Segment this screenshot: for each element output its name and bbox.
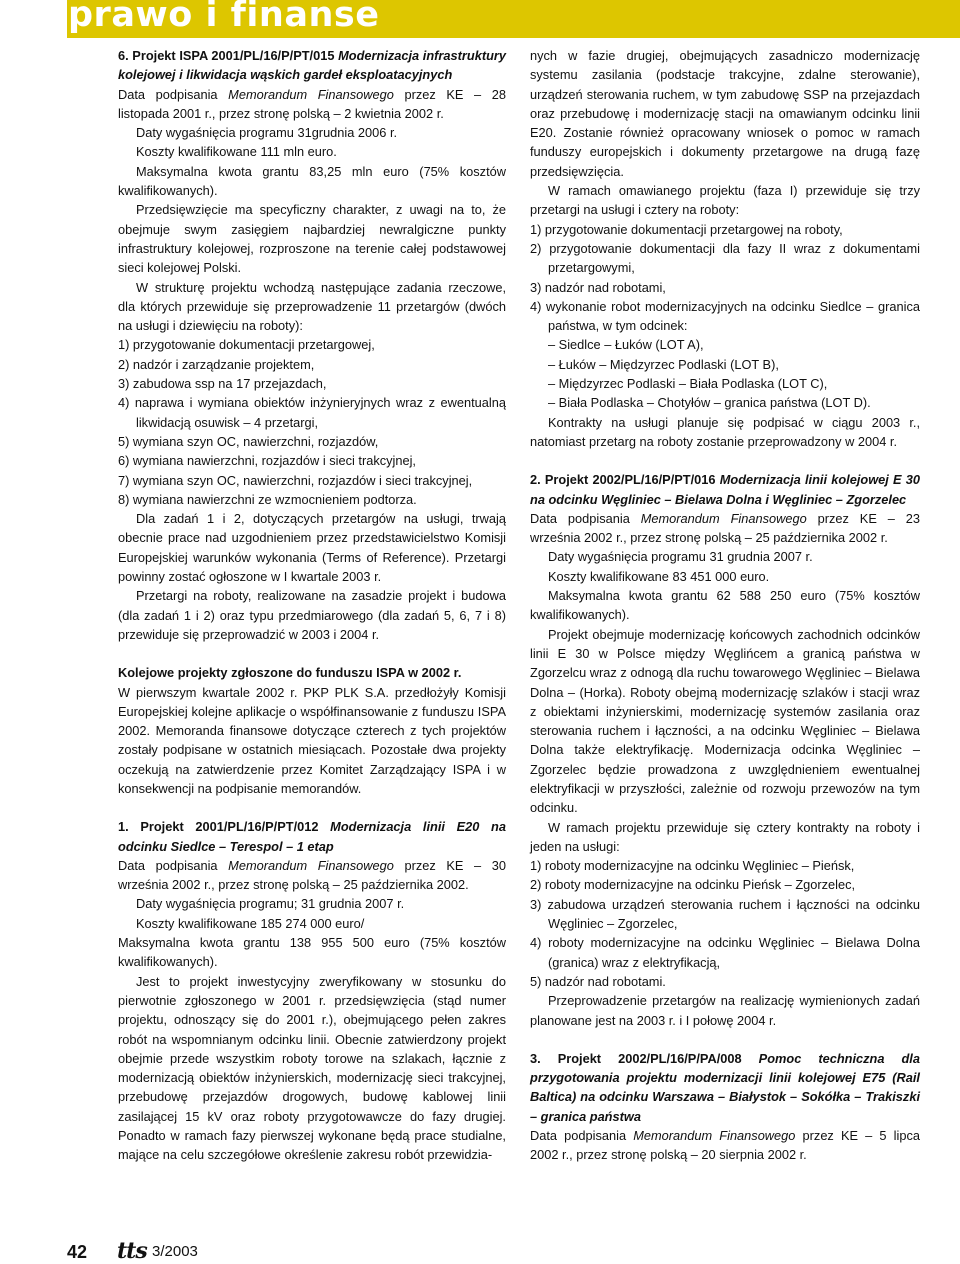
list-item: 4) wykonanie robot modernizacyjnych na odcinku Siedlce – granica państwa, w tym odcinek: bbox=[530, 298, 920, 334]
list-item: 3) zabudowa urządzeń sterowania ruchem i łączności na odcinku Węgliniec – Zgorzelec, bbox=[530, 896, 920, 932]
spacer bbox=[118, 644, 506, 663]
list-subitem: – Międzyrzec Podlaski – Biała Podlaska (LOT C), bbox=[548, 376, 828, 392]
spacer bbox=[118, 798, 506, 817]
list-subitem: – Siedlce – Łuków (LOT A), bbox=[548, 337, 704, 353]
paragraph: Koszty kwalifikowane 185 274 000 euro/ bbox=[136, 915, 365, 931]
magazine-logo: tts bbox=[117, 1238, 147, 1264]
paragraph: Projekt obejmuje modernizację końcowych zachodnich odcinków linii E 30 w Polsce między Węglińcem a granicą państwa w Zgorzelcu wraz z odnogą dla ruchu towarowego Węgliniec – Bielawa Dolna – (Horka). Roboty obejmą modernizację szlaków i stacji wraz z obiektami inżynierskimi, modernizację systemów zasilania oraz sterowania ruchem i łączności, a na odcinku Węgliniec – Bielawa Dolna także elektryfikację. Modernizacja odcinka Węgliniec – Zgorzelec będzie prowadzona z uwzględnieniem ewentualnej elektryfikacji w przyszłości, zależnie od rozwoju przewozów na tym odcinku. bbox=[530, 626, 920, 816]
paragraph: nych w fazie drugiej, obejmujących zasadniczo modernizację systemu zasilania (podstacje trakcyjne, zdalne sterowanie), urządzeń sterowania ruchem, w tym zabudowę SSP na przejazdach oraz przebudowę i modernizację stacji na omawianym odcinku linii E20. Zostanie również opracowany wniosek o pomoc w ramach funduszy europejskich i dokumenty przetargowe na drugą fazę przedsięwzięcia. bbox=[530, 48, 920, 179]
heading: 2. Projekt 2002/PL/16/P/PT/016 Modernizacja linii kolejowej E 30 na odcinku Węgliniec – Bielawa Dolna i Węgliniec – Zgorzelec bbox=[530, 472, 921, 507]
paragraph: Przedsięwzięcie ma specyficzny charakter, z uwagi na to, że obejmuje swym zasięgiem najbardziej newralgiczne punkty infrastruktury kolejowej, rozproszone na terenie całej podstawowej sieci kolejowej Polski. bbox=[118, 202, 506, 276]
paragraph: W strukturę projektu wchodzą następujące zadania rzeczowe, dla których przewiduje się przeprowadzenie 11 przetargów (dwóch na usługi i dziewięciu na roboty): bbox=[118, 279, 506, 334]
heading: 1. Projekt 2001/PL/16/P/PT/012 Modernizacja linii E20 na odcinku Siedlce – Terespol – 1 etap bbox=[118, 819, 506, 854]
paragraph: Przeprowadzenie przetargów na realizację wymienionych zadań planowane jest na 2003 r. i I połowę 2004 r. bbox=[530, 993, 920, 1028]
paragraph: Maksymalna kwota grantu 62 588 250 euro (75% kosztów kwalifikowanych). bbox=[530, 588, 920, 623]
spacer bbox=[530, 1030, 920, 1049]
paragraph: Daty wygaśnięcia programu; 31 grudnia 2007 r. bbox=[136, 896, 405, 912]
paragraph: Jest to projekt inwestycyjny zweryfikowany w stosunku do pierwotnie zgłoszonego w 2001 r. przedsięwzięcia (stąd numer projektu, odnoszący się do 2001 r.), obejmującego pełen zakres robót na wspomnianym odcinku linii. Obecnie zatwierdzony projekt obejmie przede wszystkim roboty torowe na szlakach, łącznie z modernizacją obiektów inżynierskich, modernizację sieci trakcyjnej, przebudowę przejazdów drogowych, budowę kablowej linii zasilającej 15 kV oraz roboty przygotowawcze do fazy drugiej. Ponadto w ramach fazy pierwszej wykonane będą prace studialne, mające na celu szczegółowe określenie zakresu robót przewidzia- bbox=[118, 973, 506, 1163]
list-item: 4) naprawa i wymiana obiektów inżynieryjnych wraz z ewentualną likwidacją osuwisk – 4 przetargi, bbox=[118, 395, 506, 430]
paragraph: Dla zadań 1 i 2, dotyczących przetargów na usługi, trwają obecnie prace nad uzgodnieniem przez przedstawicielstwo Komisji Europejskiej warunków wykonania (Terms of Reference). Przetargi powinny zostać ogłoszone w I kwartale 2003 r. bbox=[118, 511, 506, 585]
list-subitem: – Łuków – Międzyrzec Podlaski (LOT B), bbox=[548, 356, 779, 372]
issue-number: 3/2003 bbox=[152, 1243, 198, 1260]
list-item: 8) wymiana nawierzchni ze wzmocnieniem podtorza. bbox=[118, 491, 417, 507]
list-item: 4) roboty modernizacyjne na odcinku Węgliniec – Bielawa Dolna (granica) wraz z elektryfikacją, bbox=[530, 935, 920, 970]
right-column bbox=[530, 46, 920, 1165]
paragraph: Maksymalna kwota grantu 138 955 500 euro (75% kosztów kwalifikowanych). bbox=[118, 935, 506, 970]
spacer bbox=[530, 451, 920, 470]
paragraph: Data podpisania Memorandum Finansowego przez KE – 5 lipca 2002 r., przez stronę polską – 20 sierpnia 2002 r. bbox=[530, 1128, 920, 1163]
list-item: 6) wymiana nawierzchni, rozjazdów i sieci trakcyjnej, bbox=[118, 453, 416, 469]
list-item: 1) przygotowanie dokumentacji przetargowej na roboty, bbox=[530, 221, 843, 237]
paragraph: Kontrakty na usługi planuje się podpisać w ciągu 2003 r., natomiast przetarg na roboty zostanie przeprowadzony w 2004 r. bbox=[530, 414, 920, 449]
list-item: 7) wymiana szyn OC, nawierzchni, rozjazdów i sieci trakcyjnej, bbox=[118, 472, 473, 488]
page-number: 42 bbox=[67, 1242, 88, 1262]
list-item: 5) wymiana szyn OC, nawierzchni, rozjazdów, bbox=[118, 433, 379, 449]
left-column bbox=[118, 46, 506, 1165]
paragraph: Maksymalna kwota grantu 83,25 mln euro (75% kosztów kwalifikowanych). bbox=[118, 163, 506, 199]
list-item: 1) przygotowanie dokumentacji przetargowej, bbox=[118, 337, 375, 353]
list-subitem: – Biała Podlaska – Chotyłów – granica państwa (LOT D). bbox=[548, 395, 871, 411]
list-item: 5) nadzór nad robotami. bbox=[530, 973, 666, 989]
paragraph: Daty wygaśnięcia programu 31grudnia 2006 r. bbox=[136, 125, 398, 141]
paragraph: Koszty kwalifikowane 83 451 000 euro. bbox=[548, 568, 770, 584]
paragraph: Data podpisania Memorandum Finansowego przez KE – 23 września 2002 r., przez stronę polską – 25 października 2002 r. bbox=[530, 510, 921, 546]
section-title: prawo i finanse bbox=[68, 0, 380, 35]
list-item: 1) roboty modernizacyjne na odcinku Węgliniec – Pieńsk, bbox=[530, 858, 855, 874]
paragraph: Przetargi na roboty, realizowane na zasadzie projekt i budowa (dla zadań 1 i 2) oraz typu przedmiarowego (dla zadań 5, 6, 7 i 8) przewiduje się przeprowadzić w 2003 i 2004 r. bbox=[118, 588, 506, 642]
paragraph: W pierwszym kwartale 2002 r. PKP PLK S.A. przedłożyły Komisji Europejskiej kolejne aplikacje o współfinansowanie z funduszu ISPA 2002. Memoranda finansowe dotyczące czterech z tych projektów zostały podpisane w ostatnich miesiącach. Pozostałe dwa projekty oczekują na zatwierdzenie przez Komitet Zarządzający ISPA i w konsekwencji na podpisanie memorandów. bbox=[118, 684, 506, 796]
paragraph: Data podpisania Memorandum Finansowego przez KE – 30 września 2002 r., przez stronę polską – 25 października 2002. bbox=[118, 857, 507, 893]
list-item: 2) przygotowanie dokumentacji dla fazy II wraz z dokumentami przetargowymi, bbox=[530, 240, 920, 276]
heading: 6. Projekt ISPA 2001/PL/16/P/PT/015 Modernizacja infrastruktury kolejowej i likwidacja wąskich gardeł eksploatacyjnych bbox=[118, 48, 506, 83]
paragraph: W ramach projektu przewiduje się cztery kontrakty na roboty i jeden na usługi: bbox=[530, 819, 920, 854]
list-item: 3) nadzór nad robotami, bbox=[530, 279, 666, 295]
list-item: 3) zabudowa ssp na 17 przejazdach, bbox=[118, 376, 327, 392]
list-item: 2) nadzór i zarządzanie projektem, bbox=[118, 356, 315, 372]
paragraph: Daty wygaśnięcia programu 31 grudnia 2007 r. bbox=[548, 549, 813, 565]
heading: Kolejowe projekty zgłoszone do funduszu ISPA w 2002 r. bbox=[118, 665, 462, 681]
paragraph: W ramach omawianego projektu (faza I) przewiduje się trzy przetargi na usługi i cztery na roboty: bbox=[530, 183, 920, 218]
paragraph: Data podpisania Memorandum Finansowego przez KE – 28 listopada 2001 r., przez stronę polską – 2 kwietnia 2002 r. bbox=[118, 86, 507, 121]
heading: 3. Projekt 2002/PL/16/P/PA/008 Pomoc techniczna dla przygotowania projektu modernizacji linii kolejowej E75 (Rail Baltica) na odcinku Warszawa – Białystok – Sokółka – Trakiszki – granica państwa bbox=[530, 1050, 920, 1124]
list-item: 2) roboty modernizacyjne na odcinku Pieńsk – Zgorzelec, bbox=[530, 877, 856, 893]
paragraph: Koszty kwalifikowane 111 mln euro. bbox=[136, 144, 337, 160]
